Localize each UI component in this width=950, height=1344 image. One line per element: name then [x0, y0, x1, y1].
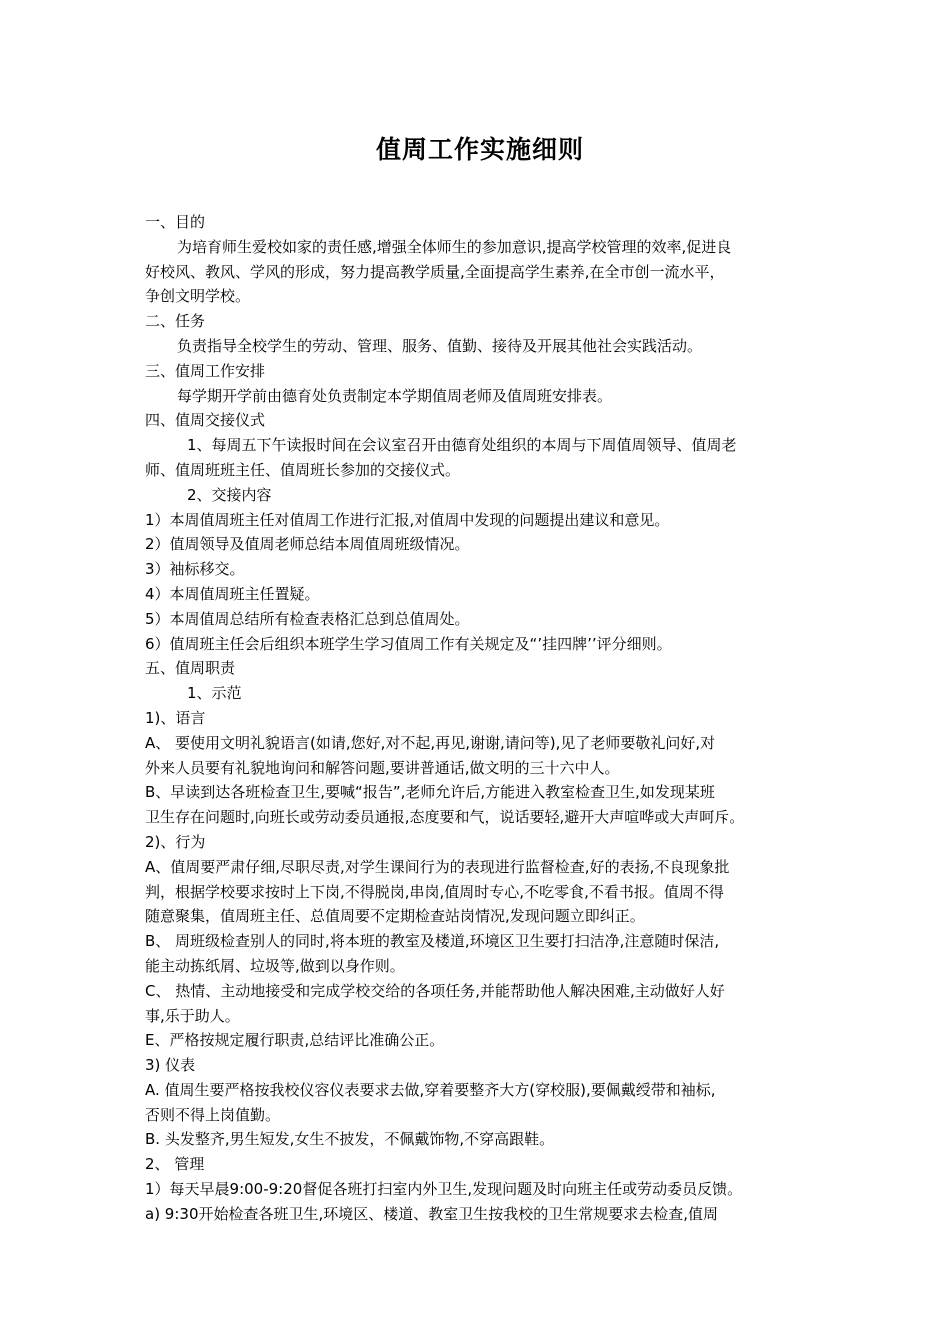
text-line: 四、值周交接仪式 — [145, 411, 266, 430]
text-line: 2、 管理 — [145, 1155, 205, 1174]
text-line: 2、交接内容 — [187, 485, 272, 504]
document-body — [145, 210, 815, 1227]
text-line: 五、值周职责 — [145, 659, 236, 678]
text-line: A、值周要严肃仔细,尽职尽责,对学生课间行为的表现进行监督检查,好的表扬,不良现象批 — [145, 857, 730, 876]
text-line: 2)、行为 — [145, 832, 206, 851]
text-line: 二、任务 — [145, 312, 206, 331]
text-line: E、严格按规定履行职责,总结评比准确公正。 — [145, 1031, 445, 1050]
text-line: 每学期开学前由德育处负责制定本学期值周老师及值周班安排表。 — [177, 386, 613, 405]
text-line: 6）值周班主任会后组织本班学生学习值周工作有关规定及“’挂四牌’’评分细则。 — [145, 634, 672, 653]
text-line: 3) 仪表 — [145, 1056, 196, 1075]
text-line: 4）本周值周班主任置疑。 — [145, 584, 320, 603]
text-line: 否则不得上岗值勤。 — [145, 1105, 281, 1124]
text-line: 为培育师生爱校如家的责任感,增强全体师生的参加意识,提高学校管理的效率,促进良 — [177, 237, 732, 256]
text-line: 能主动拣纸屑、垃圾等,做到以身作则。 — [145, 956, 405, 975]
text-line: 5）本周值周总结所有检查表格汇总到总值周处。 — [145, 609, 470, 628]
text-line: C、 热情、主动地接受和完成学校交给的各项任务,并能帮助他人解决困难,主动做好人好 — [145, 981, 725, 1000]
text-line: A. 值周生要严格按我校仪容仪表要求去做,穿着要整齐大方(穿校服),要佩戴绶带和袖标, — [145, 1080, 716, 1099]
text-line: a) 9:30开始检查各班卫生,环境区、楼道、教室卫生按我校的卫生常规要求去检查,值周 — [145, 1204, 719, 1223]
text-line: 卫生存在问题时,向班长或劳动委员通报,态度要和气，说话要轻,避开大声喧哗或大声呵斥。 — [145, 808, 745, 827]
text-line: B. 头发整齐,男生短发,女生不披发，不佩戴饰物,不穿高跟鞋。 — [145, 1130, 555, 1149]
text-line: 三、值周工作安排 — [145, 361, 266, 380]
text-line: 好校风、教风、学风的形成，努力提高教学质量,全面提高学生素养,在全市创一流水平， — [145, 262, 725, 281]
text-line: 争创文明学校。 — [145, 287, 251, 306]
text-line: 一、目的 — [145, 213, 206, 231]
text-line: 1）本周值周班主任对值周工作进行汇报,对值周中发现的问题提出建议和意见。 — [145, 510, 670, 529]
text-line: 判，根据学校要求按时上下岗,不得脱岗,串岗,值周时专心,不吃零食,不看书报。值周不得 — [145, 882, 724, 901]
text-line: 1)、语言 — [145, 708, 206, 727]
text-line: B、 周班级检查别人的同时,将本班的教室及楼道,环境区卫生要打扫洁净,注意随时保洁, — [145, 932, 720, 951]
text-line: 外来人员要有礼貌地询问和解答问题,要讲普通话,做文明的三十六中人。 — [145, 758, 620, 777]
text-line: 师、值周班班主任、值周班长参加的交接仪式。 — [145, 460, 461, 479]
text-line: 负责指导全校学生的劳动、管理、服务、值勤、接待及开展其他社会实践活动。 — [177, 336, 703, 355]
text-line: 事,乐于助人。 — [145, 1006, 240, 1025]
text-line: 3）袖标移交。 — [145, 560, 245, 579]
text-line: 1）每天早晨9:00-9:20督促各班打扫室内外卫生,发现问题及时向班主任或劳动委员反馈。 — [145, 1180, 743, 1199]
text-line: 随意聚集，值周班主任、总值周要不定期检查站岗情况,发现问题立即纠正。 — [145, 907, 645, 926]
document-title: 值周工作实施细则 — [375, 135, 584, 164]
document-page — [145, 130, 815, 1227]
text-line: A、 要使用文明礼貌语言(如请,您好,对不起,再见,谢谢,请问等),见了老师要敬礼问好,对 — [145, 733, 716, 752]
text-line: 2）值周领导及值周老师总结本周值周班级情况。 — [145, 535, 470, 554]
text-line: 1、每周五下午读报时间在会议室召开由德育处组织的本周与下周值周领导、值周老 — [187, 436, 737, 455]
text-line: B、早读到达各班检查卫生,要喊“报告”,老师允许后,方能进入教室检查卫生,如发现某班 — [145, 783, 715, 802]
text-line: 1、示范 — [187, 684, 242, 703]
